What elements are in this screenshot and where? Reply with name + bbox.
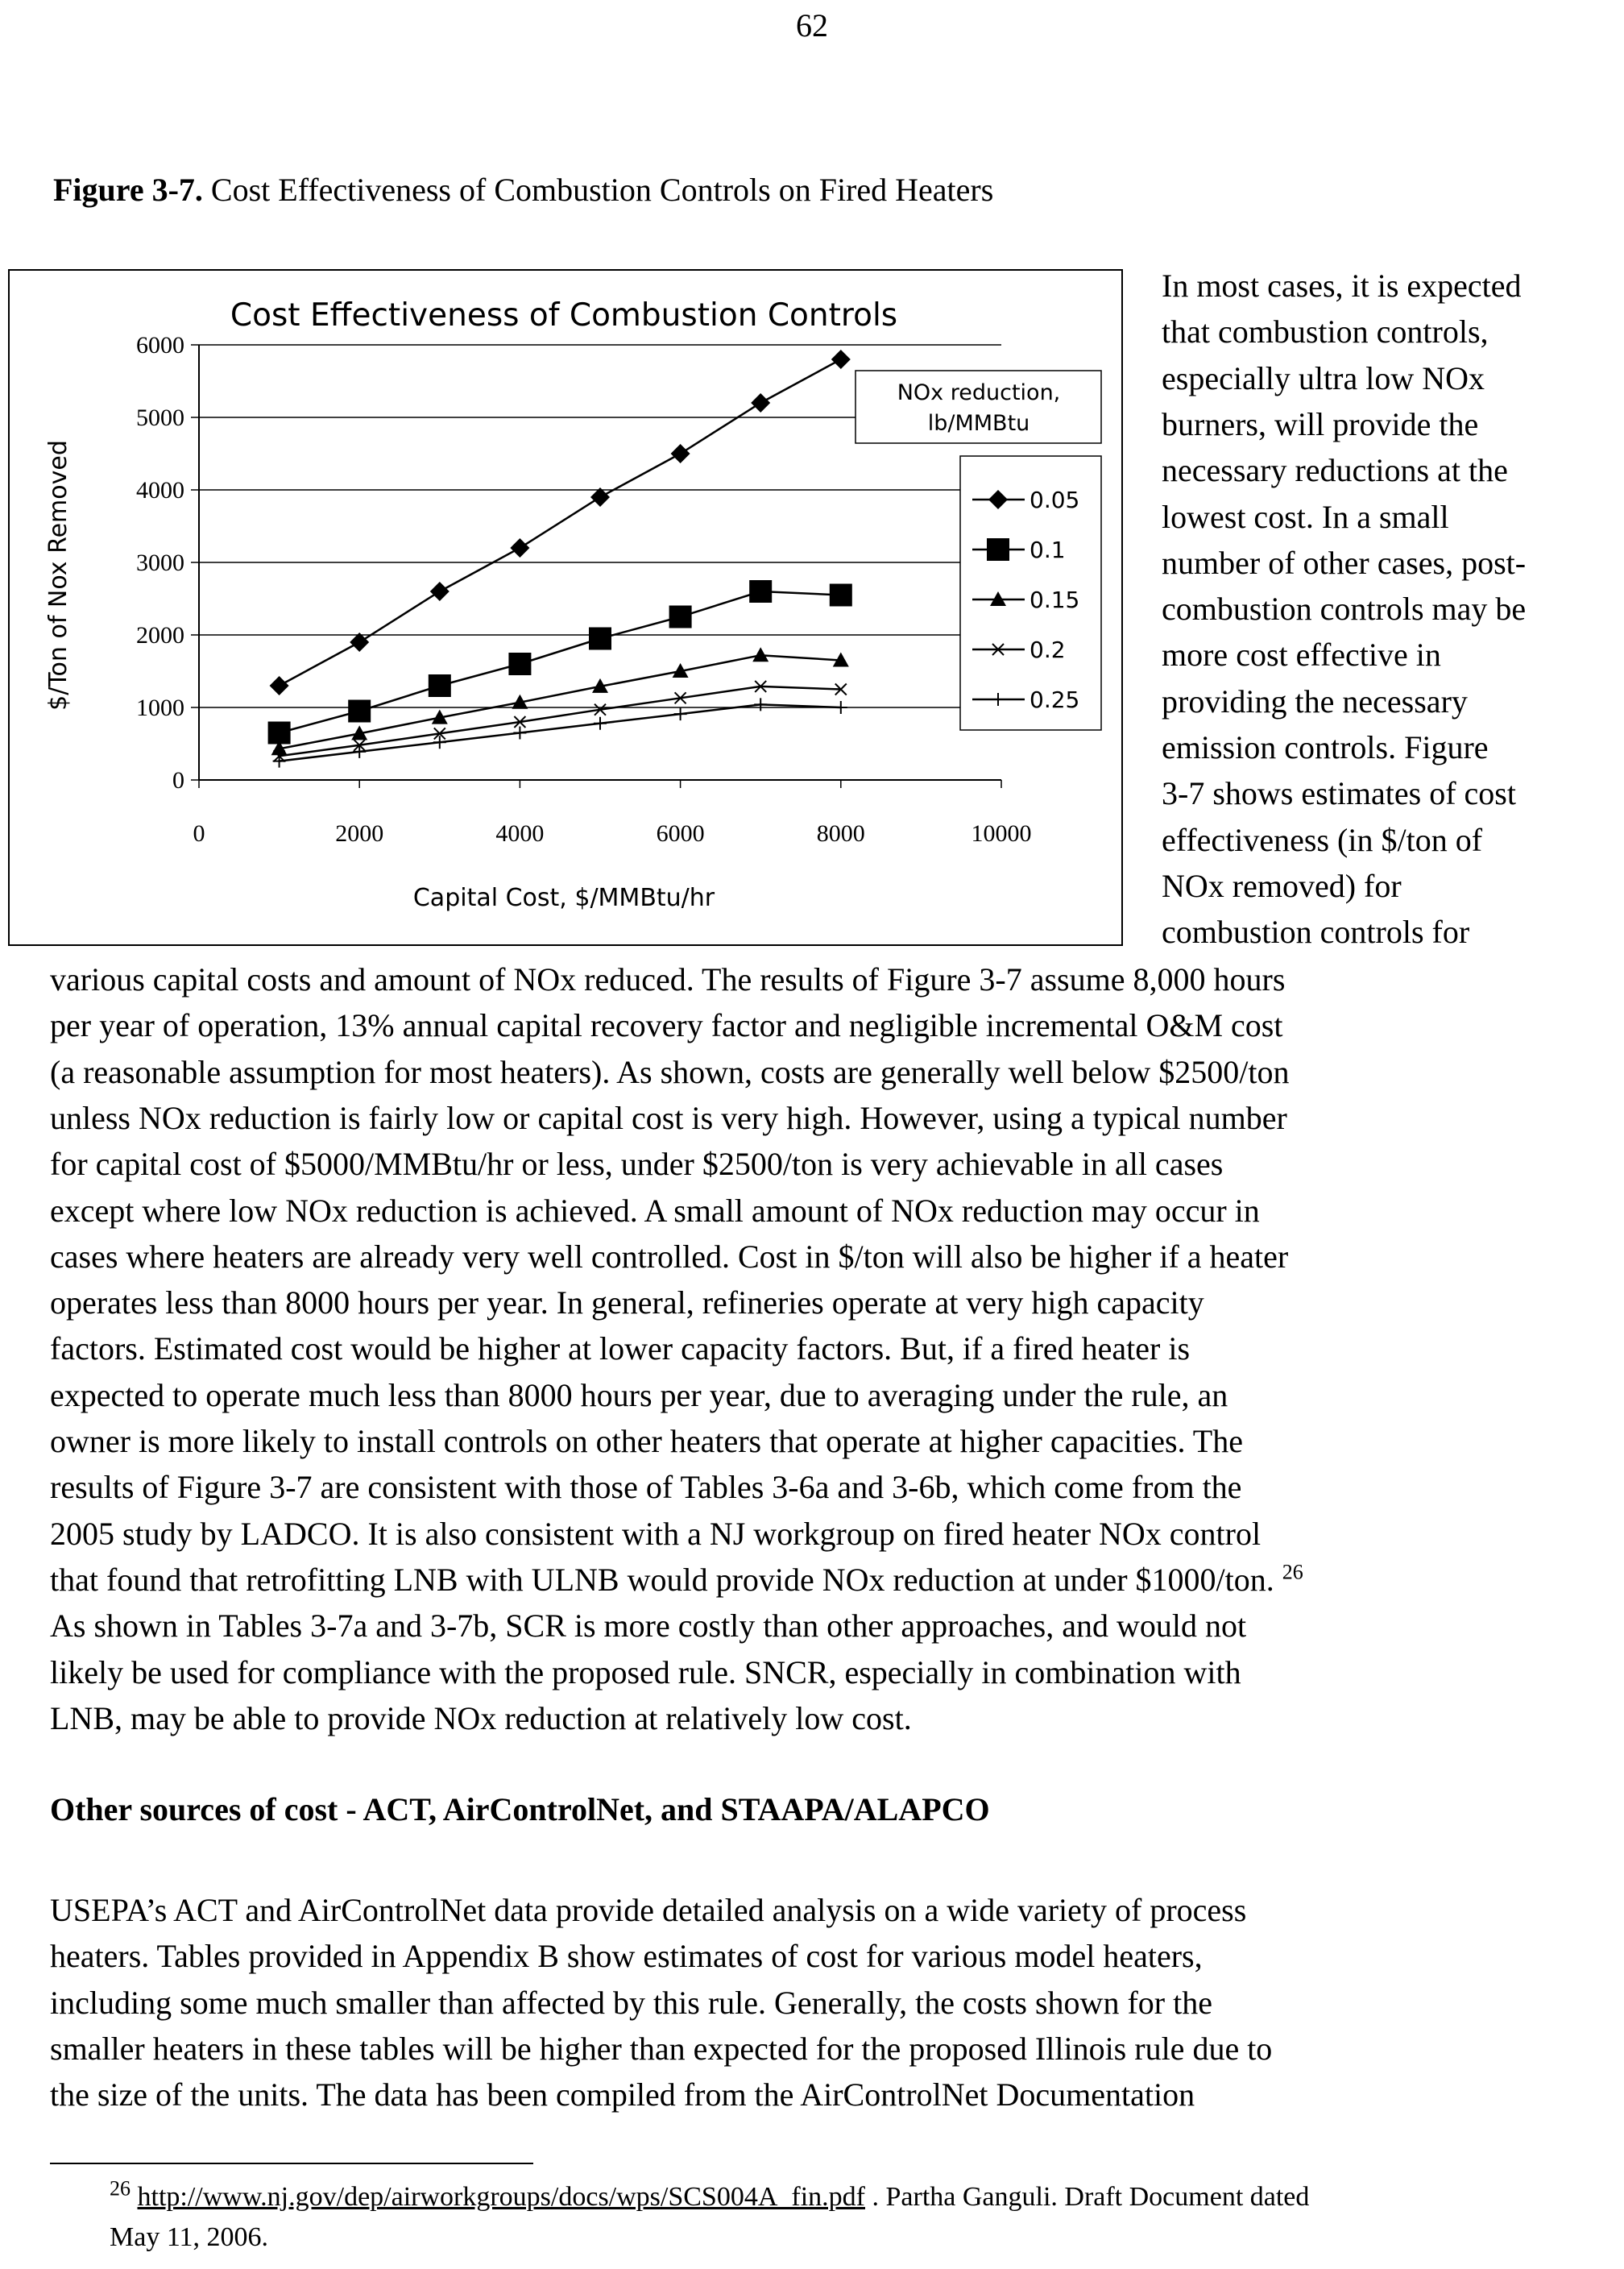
side-text-line: lowest cost. In a small xyxy=(1162,498,1449,535)
data-point-square xyxy=(348,700,371,723)
body-text-line xyxy=(50,1557,1303,1603)
section-text-line: heaters. Tables provided in Appendix B show estimates of cost for various model heaters, xyxy=(50,1938,1203,1975)
body-text-line: factors. Estimated cost would be higher at lower capacity factors. But, if a fired heater is xyxy=(50,1330,1191,1367)
legend-title-units: lb/MMBtu xyxy=(927,411,1030,436)
footnote-number: 26 xyxy=(110,2176,130,2201)
body-text-line: cases where heaters are already very well controlled. Cost in $/ton will also be higher if a heater xyxy=(50,1238,1289,1275)
side-text-line: especially ultra low NOx xyxy=(1162,359,1485,396)
footnote-text: . Partha Ganguli. Draft Document dated xyxy=(865,2182,1310,2212)
side-text-line: that combustion controls, xyxy=(1162,313,1489,351)
footnote-date: May 11, 2006. xyxy=(110,2222,269,2252)
footnote xyxy=(110,2176,1310,2213)
x-tick-label: 6000 xyxy=(656,820,705,847)
footnote-link[interactable]: http://www.nj.gov/dep/airworkgroups/docs/wps/SCS004A_fin.pdf xyxy=(137,2182,865,2212)
body-text-line: (a reasonable assumption for most heaters). As shown, costs are generally well below $2500/ton xyxy=(50,1053,1290,1090)
section-text-line: smaller heaters in these tables will be higher than expected for the proposed Illinois rule due to xyxy=(50,2030,1273,2067)
data-point-square xyxy=(669,606,692,628)
y-tick-label: 5000 xyxy=(136,404,184,431)
x-tick-label: 0 xyxy=(193,820,205,847)
data-point-plus xyxy=(835,701,847,714)
body-text-line: expected to operate much less than 8000 hours per year, due to averaging under the rule, an xyxy=(50,1376,1228,1413)
side-text-line: providing the necessary xyxy=(1162,682,1468,720)
legend-entry: 0.25 xyxy=(1030,687,1080,713)
data-point-diamond xyxy=(510,538,529,558)
legend-entry: 0.1 xyxy=(1030,537,1066,563)
section-heading: Other sources of cost - ACT, AirControlNet, and STAAPA/ALAPCO xyxy=(50,1791,990,1827)
body-text-line: unless NOx reduction is fairly low or capital cost is very high. However, using a typical number xyxy=(50,1099,1287,1136)
section-text-line: including some much smaller than affected by this rule. Generally, the costs shown for the xyxy=(50,1984,1212,2021)
body-text-line: owner is more likely to install controls on other heaters that operate at higher capacities. The xyxy=(50,1423,1243,1459)
legend-entry: 0.2 xyxy=(1030,637,1066,663)
data-point-plus xyxy=(273,755,286,768)
data-point-plus xyxy=(353,745,366,758)
data-point-triangle xyxy=(752,647,768,662)
x-tick-label: 8000 xyxy=(816,820,865,847)
footnote-reference[interactable]: 26 xyxy=(1282,1560,1303,1584)
figure-caption-text: Cost Effectiveness of Combustion Controls on Fired Heaters xyxy=(210,172,994,208)
side-text-line: emission controls. Figure xyxy=(1162,729,1489,765)
x-tick-label: 2000 xyxy=(335,820,384,847)
data-point-diamond xyxy=(671,444,690,463)
side-text-line: NOx removed) for xyxy=(1162,867,1402,904)
body-text-line: various capital costs and amount of NOx reduced. The results of Figure 3-7 assume 8,000 hours xyxy=(50,961,1286,998)
y-tick-label: 4000 xyxy=(136,477,184,504)
data-point-diamond xyxy=(751,393,770,413)
data-point-square xyxy=(987,538,1009,561)
body-text-line: results of Figure 3-7 are consistent with those of Tables 3-6a and 3-6b, which come from the xyxy=(50,1469,1242,1506)
footnote-rule xyxy=(50,2163,533,2164)
body-text-line: per year of operation, 13% annual capital recovery factor and negligible incremental O&M cost xyxy=(50,1007,1283,1044)
data-point-square xyxy=(749,580,772,603)
y-tick-label: 1000 xyxy=(136,695,184,721)
side-text-line: effectiveness (in $/ton of xyxy=(1162,821,1483,858)
nox-cost-chart xyxy=(8,269,1123,946)
section-text-line: USEPA’s ACT and AirControlNet data provide detailed analysis on a wide variety of process xyxy=(50,1892,1247,1928)
figure-caption xyxy=(53,171,993,209)
data-point-diamond xyxy=(430,582,450,601)
body-text-line: As shown in Tables 3-7a and 3-7b, SCR is more costly than other approaches, and would not xyxy=(50,1607,1247,1645)
x-tick-label: 4000 xyxy=(495,820,545,847)
y-tick-label: 0 xyxy=(172,767,184,794)
legend-title: NOx reduction, xyxy=(897,380,1061,405)
data-point-diamond xyxy=(270,676,289,695)
data-point-square xyxy=(830,584,852,607)
data-point-diamond xyxy=(831,350,851,369)
side-text-line: more cost effective in xyxy=(1162,637,1441,674)
side-text-line: combustion controls may be xyxy=(1162,591,1527,628)
body-text-line: likely be used for compliance with the proposed rule. SNCR, especially in combination with xyxy=(50,1653,1241,1690)
y-tick-label: 6000 xyxy=(136,332,184,359)
y-tick-label: 3000 xyxy=(136,550,184,576)
y-axis-label: $/Ton of Nox Removed xyxy=(44,440,72,711)
data-point-plus xyxy=(674,707,687,720)
body-text-segment: that found that retrofitting LNB with ULNB would provide NOx reduction at under $1000/ton. xyxy=(50,1561,1274,1598)
body-text-line: for capital cost of $5000/MMBtu/hr or less, under $2500/ton is very achievable in all cases xyxy=(50,1146,1224,1183)
side-text-line: combustion controls for xyxy=(1162,914,1470,951)
section-text-line: the size of the units. The data has been compiled from the AirControlNet Documentation xyxy=(50,2076,1195,2113)
data-point-square xyxy=(508,653,531,675)
side-text-line: number of other cases, post- xyxy=(1162,544,1527,581)
data-point-square xyxy=(589,628,611,650)
chart-title: Cost Effectiveness of Combustion Controls xyxy=(230,297,898,334)
data-point-square xyxy=(429,674,451,697)
y-tick-label: 2000 xyxy=(136,622,184,649)
side-text-line: necessary reductions at the xyxy=(1162,452,1508,489)
body-text-line: operates less than 8000 hours per year. In general, refineries operate at very high capacity xyxy=(50,1284,1204,1321)
page-number: 62 xyxy=(796,7,828,44)
body-text-line: LNB, may be able to provide NOx reduction at relatively low cost. xyxy=(50,1699,912,1736)
body-text-line: 2005 study by LADCO. It is also consistent with a NJ workgroup on fired heater NOx control xyxy=(50,1515,1262,1552)
figure-label: Figure 3-7. xyxy=(53,172,203,208)
legend-entry: 0.15 xyxy=(1030,587,1080,613)
data-point-plus xyxy=(594,717,607,730)
side-text-line: burners, will provide the xyxy=(1162,405,1479,442)
data-point-plus xyxy=(754,698,767,711)
body-text-line: except where low NOx reduction is achieved. A small amount of NOx reduction may occur in xyxy=(50,1192,1260,1229)
data-point-plus xyxy=(513,727,526,740)
x-tick-label: 10000 xyxy=(971,820,1032,847)
side-text-line: In most cases, it is expected xyxy=(1162,268,1522,304)
legend-entry: 0.05 xyxy=(1030,487,1080,513)
x-axis-label: Capital Cost, $/MMBtu/hr xyxy=(412,884,715,912)
side-text-line: 3-7 shows estimates of cost xyxy=(1162,775,1516,812)
